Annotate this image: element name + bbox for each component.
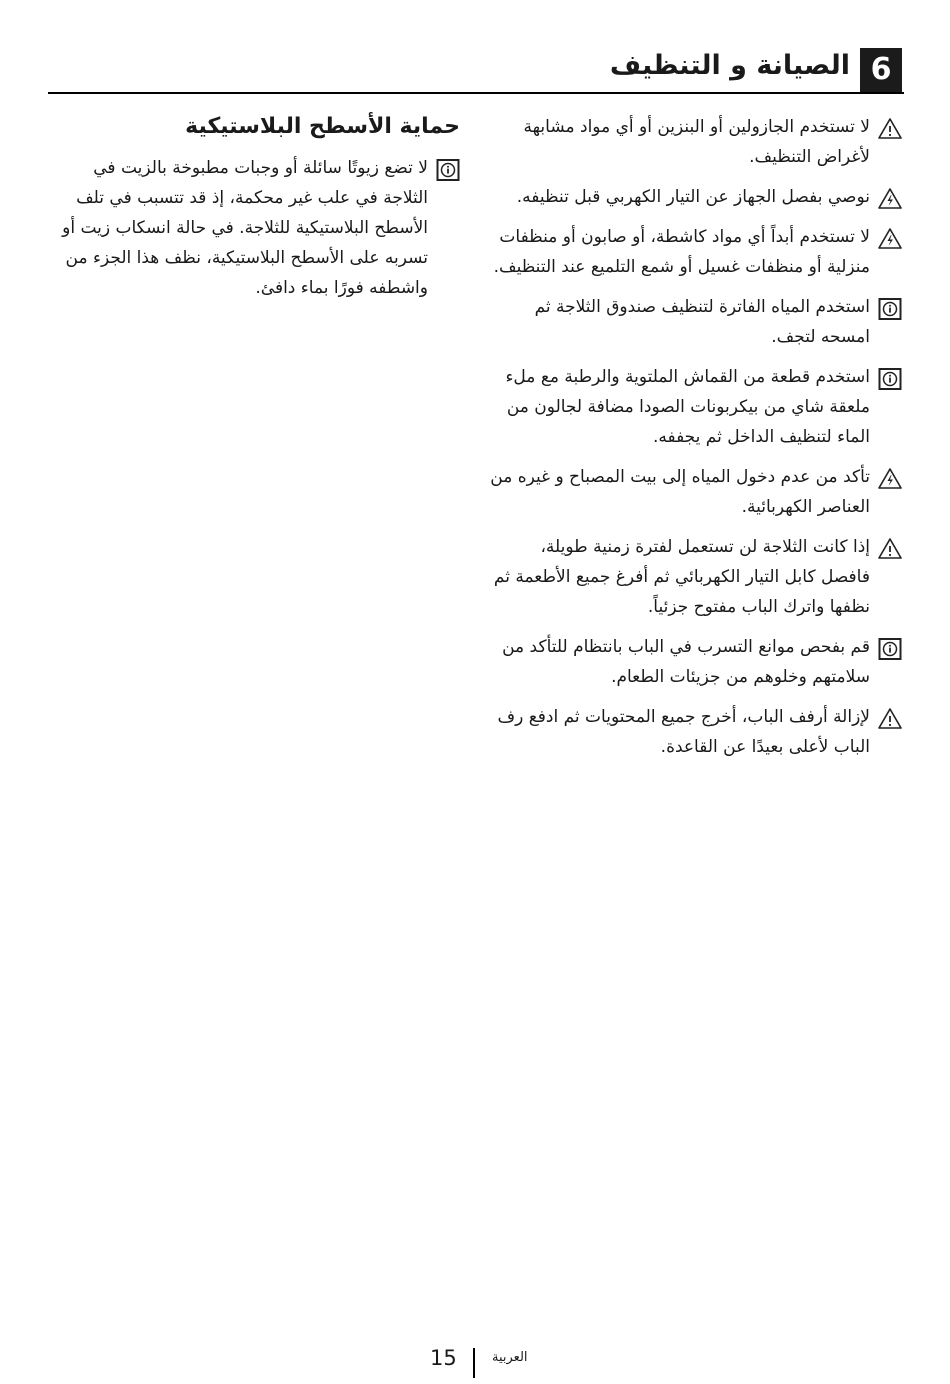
list-item (490, 222, 902, 282)
list-item (490, 632, 902, 692)
section-title: الصيانة و التنظيف (609, 50, 850, 81)
item-text: تأكد من عدم دخول المياه إلى بيت المصباح و غيره من العناصر الكهربائية. (490, 467, 870, 517)
list-item (490, 112, 902, 172)
item-text: لإزالة أرفف الباب، أخرج جميع المحتويات ثم ادفع رف الباب لأعلى بعيدًا عن القاعدة. (497, 707, 870, 757)
warning-triangle-icon (878, 537, 902, 561)
list-item (490, 182, 902, 212)
warning-triangle-icon (878, 117, 902, 141)
subsection-title: حماية الأسطح البلاستيكية (185, 114, 460, 139)
list-item (490, 532, 902, 622)
list-item (490, 702, 902, 762)
warning-triangle-icon (878, 707, 902, 731)
item-text: قم بفحص موانع التسرب في الباب بانتظام للتأكد من سلامتهم وخلوهم من جزيئات الطعام. (502, 637, 870, 687)
right-column (490, 112, 902, 772)
footer-divider (473, 1348, 475, 1378)
list-item (490, 462, 902, 522)
list-item (48, 153, 460, 303)
left-items (48, 153, 460, 303)
item-text: نوصي بفصل الجهاز عن التيار الكهربي قبل تنظيفه. (516, 187, 870, 207)
item-text: استخدم قطعة من القماش الملتوية والرطبة مع ملء ملعقة شاي من بيكربونات الصودا مضافة لجالون من الماء لتنظيف الداخل ثم يجففه. (505, 367, 870, 447)
list-item (490, 292, 902, 352)
item-text: إذا كانت الثلاجة لن تستعمل لفترة زمنية طويلة، فافصل كابل التيار الكهربائي ثم أفرغ جميع الأطعمة ثم نظفها واترك الباب مفتوح جزئياً. (493, 537, 870, 617)
item-text: لا تستخدم أبداً أي مواد كاشطة، أو صابون أو منظفات منزلية أو منظفات غسيل أو شمع التلميع عند التنظيف. (493, 227, 870, 277)
item-text: لا تستخدم الجازولين أو البنزين أو أي مواد مشابهة لأغراض التنظيف. (523, 117, 870, 167)
header-rule (48, 92, 904, 94)
page-number: 15 (430, 1346, 457, 1370)
electric-warning-icon (878, 187, 902, 211)
list-item (490, 362, 902, 452)
footer-language: العربية (492, 1350, 528, 1365)
left-column (48, 112, 460, 313)
electric-warning-icon (878, 227, 902, 251)
info-icon (878, 367, 902, 391)
info-icon (436, 158, 460, 182)
item-text: استخدم المياه الفاترة لتنظيف صندوق الثلاجة ثم امسحه لتجف. (534, 297, 870, 347)
electric-warning-icon (878, 467, 902, 491)
item-text: لا تضع زيوتًا سائلة أو وجبات مطبوخة بالزيت في الثلاجة في علب غير محكمة، إذ قد تتسبب في تلف الأسطح البلاستيكية للثلاجة. في حالة انسكاب زيت أو تسربه على الأسطح البلاستيكية، نظف هذا الجزء من واشطفه فورًا بماء دافئ. (62, 158, 428, 298)
info-icon (878, 297, 902, 321)
section-number-box: 6 (860, 48, 902, 92)
info-icon (878, 637, 902, 661)
